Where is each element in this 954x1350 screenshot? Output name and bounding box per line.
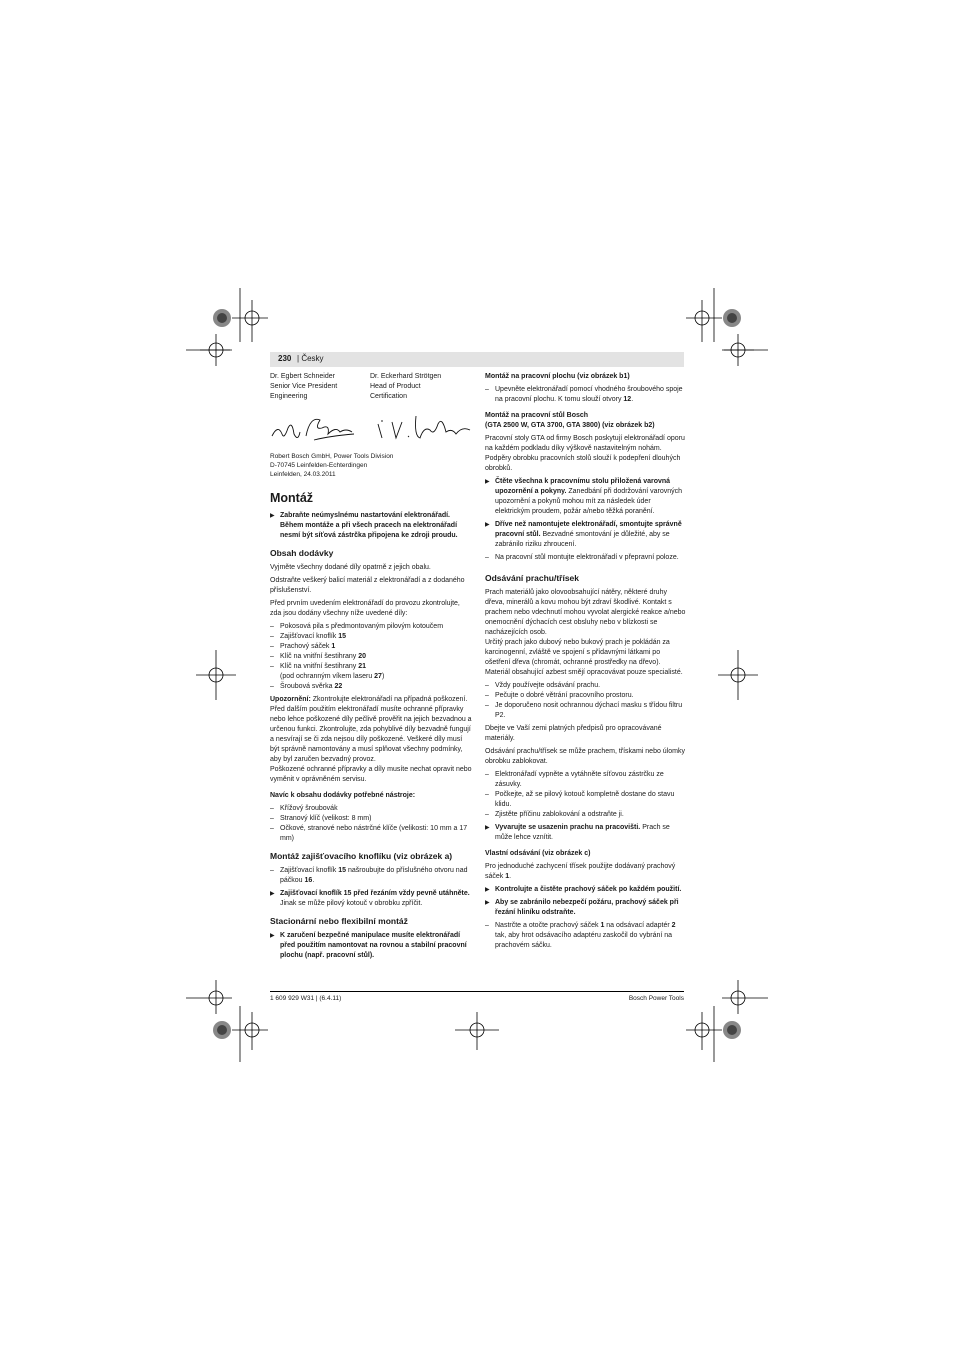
- section-title-stul: Montáž na pracovní stůl Bosch (GTA 2500 W, GTA 3700, GTA 3800) (viz obrázek b2): [485, 412, 655, 429]
- odsavani-list-1: [485, 681, 687, 721]
- list-item: – Upevněte elektronářadí pomocí vhodného šroubového spoje na pracovní plochu. K tomu slouží otvory 12.: [485, 385, 687, 405]
- paragraph: Poškozené ochranné přípravky a díly musíte nechat opravit nebo vyměnit v oprávněném servisu.: [270, 766, 472, 783]
- vlastni-list: [485, 921, 687, 951]
- section-title-navic: Navíc k obsahu dodávky potřebné nástroje:: [270, 792, 416, 799]
- paragraph: Odsávání prachu/třísek se může prachem, třískami nebo úlomky obrobku zablokovat.: [485, 748, 685, 765]
- warning-item: ▶ Vyvarujte se usazenin prachu na pracovišti. Prach se může lehce vznítit.: [485, 824, 670, 841]
- paragraph: Prach materiálů jako olovoobsahující nátěry, některé druhy dřeva, minerálů a kovu mohou být zdraví škodlivé. Kontakt s prachem nebo vdechnutí mohou vyvolat alergické reakce a/nebo onemocnění dýchacích cest obsluhy nebo v blízkosti se nacházejících osob.: [485, 589, 686, 636]
- list-item: – Elektronářadí vypněte a vytáhněte síťovou zástrčku ze zásuvky.: [485, 770, 687, 790]
- section-title-montaz: Montáž: [270, 491, 314, 505]
- page-header: [270, 352, 684, 367]
- triangle-bullet-icon: ▶: [485, 887, 490, 893]
- list-item: – Zajišťovací knoflík 15 našroubujte do příslušného otvoru nad páčkou 16.: [270, 866, 472, 886]
- note-paragraph: Upozornění: Zkontrolujte elektronářadí na případná poškození.: [270, 696, 468, 703]
- list-item: – Pokosová pila s předmontovaným pilovým kotoučem: [270, 622, 472, 632]
- stul-list: [485, 553, 687, 563]
- triangle-bullet-icon: ▶: [485, 479, 490, 485]
- delivery-list: [270, 622, 472, 692]
- list-item: – Na pracovní stůl montujte elektronářadí v přepravní poloze.: [485, 553, 687, 563]
- signatories: [270, 372, 472, 402]
- page-number: 230: [278, 354, 292, 363]
- paragraph: Pracovní stoly GTA od firmy Bosch poskytují elektronářadí oporu na každém podkladu díky výškově nastavitelným nohám. Podpěry obrobku pracovních stolů slouží k podepření dlouhých obrobků.: [485, 435, 685, 472]
- list-item: – Zjistěte příčinu zablokování a odstraňte ji.: [485, 810, 687, 820]
- section-title-stacionarni: Stacionární nebo flexibilní montáž: [270, 916, 408, 926]
- paragraph: Určitý prach jako dubový nebo bukový prach je pokládán za karcinogenní, zvláště ve spojení s přídavnými látkami po ošetření dřeva (chromát, ochranné prostředky na dřevo). Materiál obsahující azbest smějí opracovávat pouze specialisté.: [485, 639, 683, 676]
- list-item: – Nastrčte a otočte prachový sáček 1 na odsávací adaptér 2 tak, aby hrot odsávacího adaptéru zaskočil do vybrání na prachovém sáčku.: [485, 921, 687, 951]
- odsavani-list-2: [485, 770, 687, 820]
- signatory-2: Dr. Eckerhard Strötgen Head of Product Certification: [370, 373, 442, 400]
- tools-list: [270, 804, 472, 844]
- paragraph: Před prvním uvedením elektronářadí do provozu zkontrolujte, zda jsou dodány všechny níže uvedené díly:: [270, 600, 460, 617]
- paragraph: Odstraňte veškerý balicí materiál z elektronářadí a z dodaného příslušenství.: [270, 577, 465, 594]
- warning-item: ▶ Dříve než namontujete elektronářadí, smontujte správně pracovní stůl. Bezvadné smontování je důležité, aby se zabránilo riziku zhroucení.: [485, 521, 682, 548]
- warning-item: ▶ K zaručení bezpečné manipulace musíte elektronářadí před použitím namontovat na rovnou a stabilní pracovní plochu (např. pracovní stůl).: [270, 932, 467, 959]
- list-item: – Klíč na vnitřní šestihrany 20: [270, 652, 472, 662]
- paragraph: Pro jednoduché zachycení třísek použijte dodávaný prachový sáček 1.: [485, 863, 676, 880]
- list-item: – Je doporučeno nosit ochrannou dýchací masku s třídou filtru P2.: [485, 701, 687, 721]
- section-title-vlastni: Vlastní odsávání (viz obrázek c): [485, 850, 591, 857]
- right-column: [485, 372, 687, 954]
- list-item: – Prachový sáček 1: [270, 642, 472, 652]
- paragraph: Vyjměte všechny dodané díly opatrně z jejich obalu.: [270, 564, 431, 571]
- company-info: Robert Bosch GmbH, Power Tools Division D-70745 Leinfelden-Echterdingen Leinfelden, 24.03.2011: [270, 453, 394, 478]
- warning-item: ▶ Aby se zabránilo nebezpečí požáru, prachový sáček při řezání hliníku odstraňte.: [485, 899, 679, 916]
- handwritten-signatures: [270, 406, 472, 452]
- list-item: – Stranový klíč (velikost: 8 mm): [270, 814, 472, 824]
- warning-item: ▶ Čtěte všechna k pracovnímu stolu přiložená varovná upozornění a pokyny. Zanedbání při dodržování varovných upozornění a pokynů mohou mít za následek úder elektrickým proudem, požár a/nebo těžká poranění.: [485, 478, 683, 515]
- warning-item: ▶ Zabraňte neúmyslnému nastartování elektronářadí. Během montáže a při všech pracech na elektronářadí nesmí být síťová zástrčka připojena ke zdroji proudu.: [270, 512, 458, 539]
- page-footer: [270, 991, 684, 1002]
- triangle-bullet-icon: ▶: [270, 513, 275, 519]
- triangle-bullet-icon: ▶: [485, 900, 490, 906]
- list-item: – Pečujte o dobré větrání pracovního prostoru.: [485, 691, 687, 701]
- section-title-knoflik: Montáž zajišťovacího knoflíku (viz obrázek a): [270, 851, 453, 861]
- left-column: [270, 372, 472, 964]
- knoflik-list: [270, 866, 472, 886]
- section-title-plocha: Montáž na pracovní plochu (viz obrázek b1): [485, 373, 630, 380]
- footer-brand: Bosch Power Tools: [628, 995, 684, 1002]
- section-title-obsah: Obsah dodávky: [270, 548, 334, 558]
- list-item: – Vždy používejte odsávání prachu.: [485, 681, 687, 691]
- warning-item: ▶ Kontrolujte a čistěte prachový sáček po každém použití.: [485, 886, 682, 893]
- list-item: – Křížový šroubovák: [270, 804, 472, 814]
- list-item: – Očkové, stranové nebo nástrčné klíče (velikosti: 10 mm a 17 mm): [270, 824, 472, 844]
- list-item: – Počkejte, až se pilový kotouč kompletně dostane do stavu klidu.: [485, 790, 687, 810]
- warning-item: ▶ Zajišťovací knoflík 15 před řezáním vždy pevně utáhněte. Jinak se může pilový kotouč v obrobku zpříčit.: [270, 890, 470, 907]
- paragraph: Před dalším použitím elektronářadí musíte ochranné přípravky nebo lehce poškozené díly pečlivě prověřit na jejich bezvadnou a určenou funkci. Zkontrolujte, zda pohyblivé díly bezvadně fungují a nesvírají se či zda nejsou díly poškozené. Veškeré díly musí být správně namontovány a musí splňovat všechny podmínky, aby byl zaručen bezvadný provoz.: [270, 706, 472, 763]
- triangle-bullet-icon: ▶: [270, 933, 275, 939]
- plocha-list: [485, 385, 687, 405]
- triangle-bullet-icon: ▶: [485, 522, 490, 528]
- footer-doc-number: 1 609 929 W31 | (6.4.11): [270, 995, 342, 1002]
- paragraph: Dbejte ve Vaší zemi platných předpisů pro opracovávané materiály.: [485, 725, 662, 742]
- list-item: – Zajišťovací knoflík 15: [270, 632, 472, 642]
- signatory-1: Dr. Egbert Schneider Senior Vice President Engineering: [270, 373, 338, 400]
- language-label: | Česky: [297, 354, 324, 363]
- triangle-bullet-icon: ▶: [485, 825, 490, 831]
- section-title-odsavani: Odsávání prachu/třísek: [485, 573, 580, 583]
- list-item: – Klíč na vnitřní šestihrany 21 (pod ochranným víkem laseru 27): [270, 662, 472, 682]
- list-item: – Šroubová svěrka 22: [270, 682, 472, 692]
- triangle-bullet-icon: ▶: [270, 891, 275, 897]
- signature-image: [270, 406, 472, 452]
